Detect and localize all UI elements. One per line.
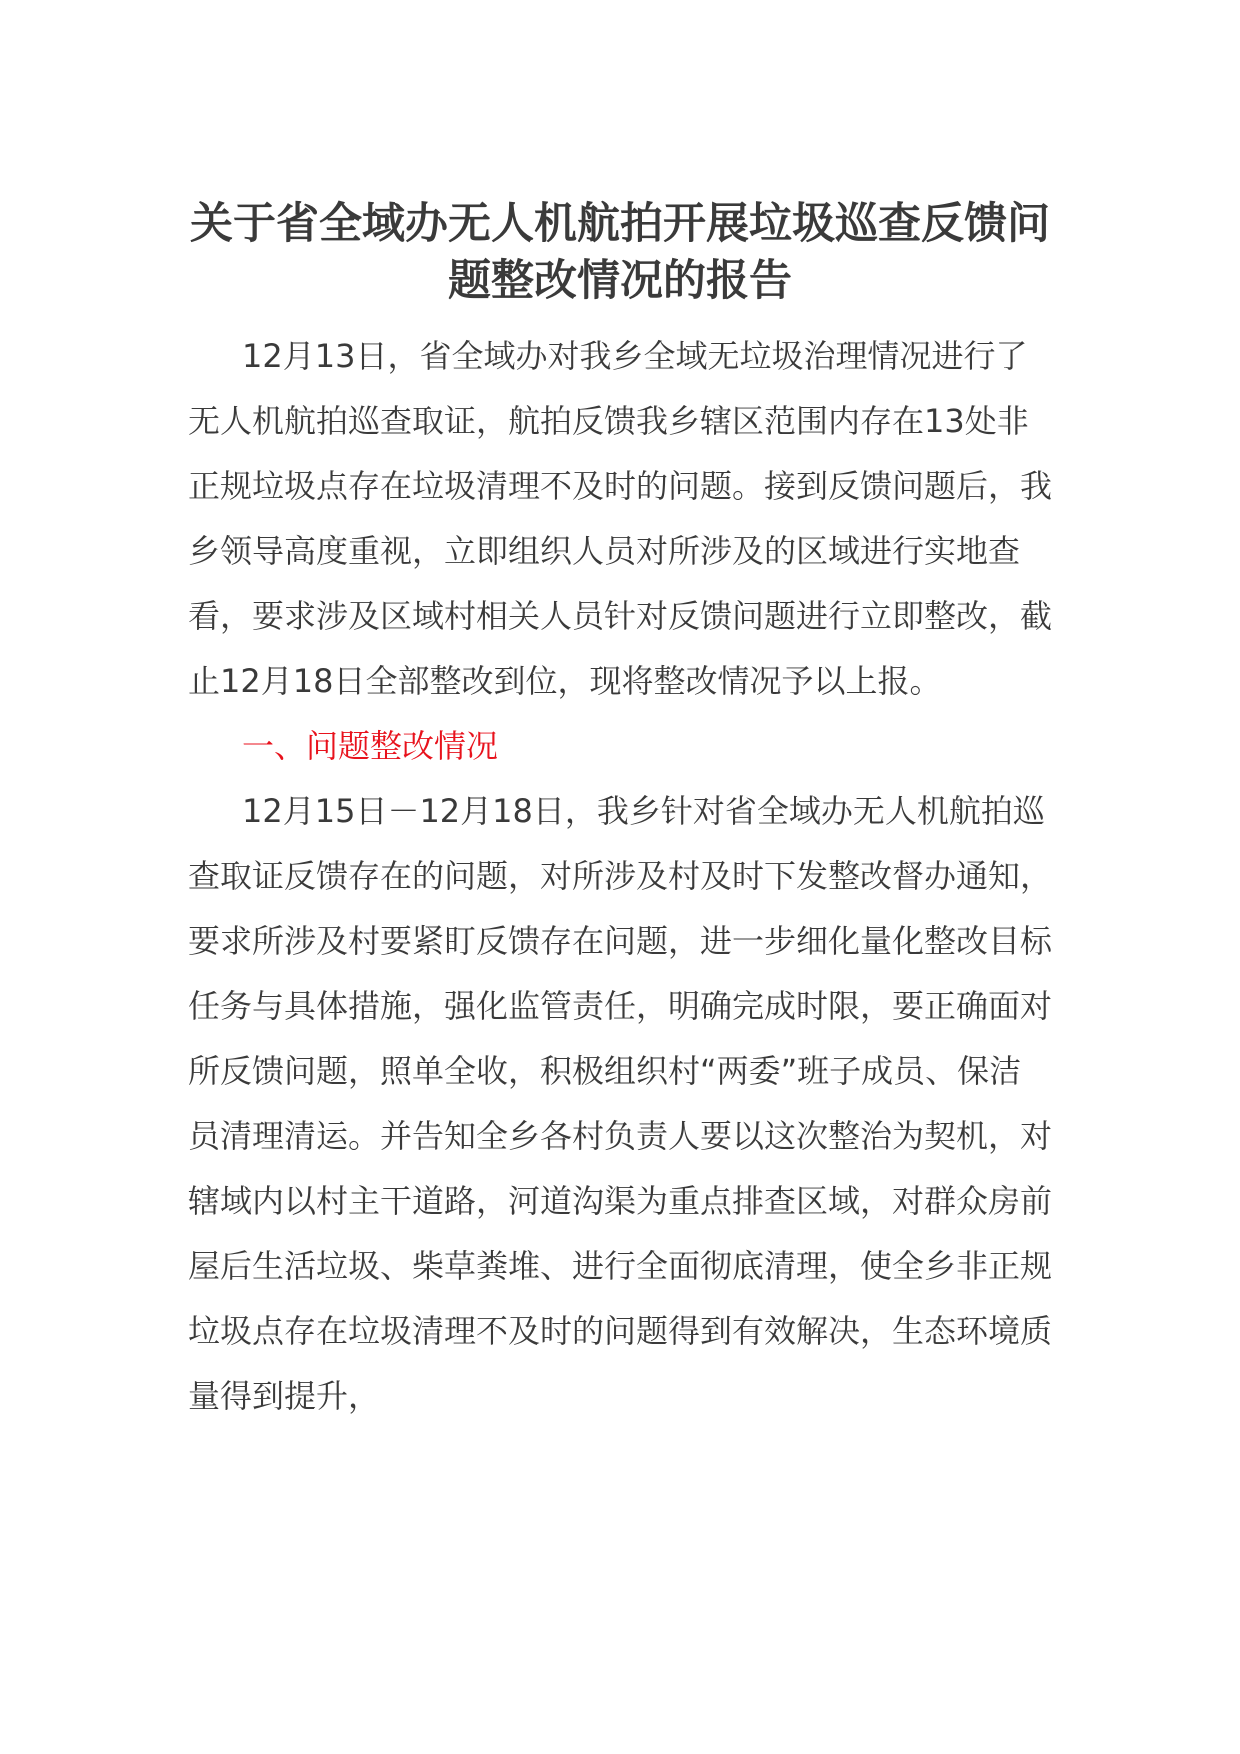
section-heading-rectification: 一、问题整改情况 — [242, 727, 499, 765]
document-title: 关于省全域办无人机航拍开展垃圾巡查反馈问题整改情况的报告 — [190, 199, 1050, 306]
document-page — [188, 196, 1052, 1429]
paragraph-rectification: 12月15日－12月18日，我乡针对省全域办无人机航拍巡查取证反馈存在的问题，对所涉及村及时下发整改督办通知，要求所涉及村要紧盯反馈存在问题，进一步细化量化整改目标任务与具体措施，强化监管责任，明确完成时限，要正确面对所反馈问题，照单全收，积极组织村“两委”班子成员、保洁员清理清运。并告知全乡各村负责人要以这次整治为契机，对辖域内以村主干道路，河道沟渠为重点排查区域，对群众房前屋后生活垃圾、柴草粪堆、进行全面彻底清理，使全乡非正规垃圾点存在垃圾清理不及时的问题得到有效解决，生态环境质量得到提升， — [188, 792, 1053, 1415]
paragraph-intro: 12月13日，省全域办对我乡全域无垃圾治理情况进行了无人机航拍巡查取证，航拍反馈我乡辖区范围内存在13处非正规垃圾点存在垃圾清理不及时的问题。接到反馈问题后，我乡领导高度重视，立即组织人员对所涉及的区域进行实地查看，要求涉及区域村相关人员针对反馈问题进行立即整改，截止12月18日全部整改到位，现将整改情况予以上报。 — [188, 337, 1053, 700]
